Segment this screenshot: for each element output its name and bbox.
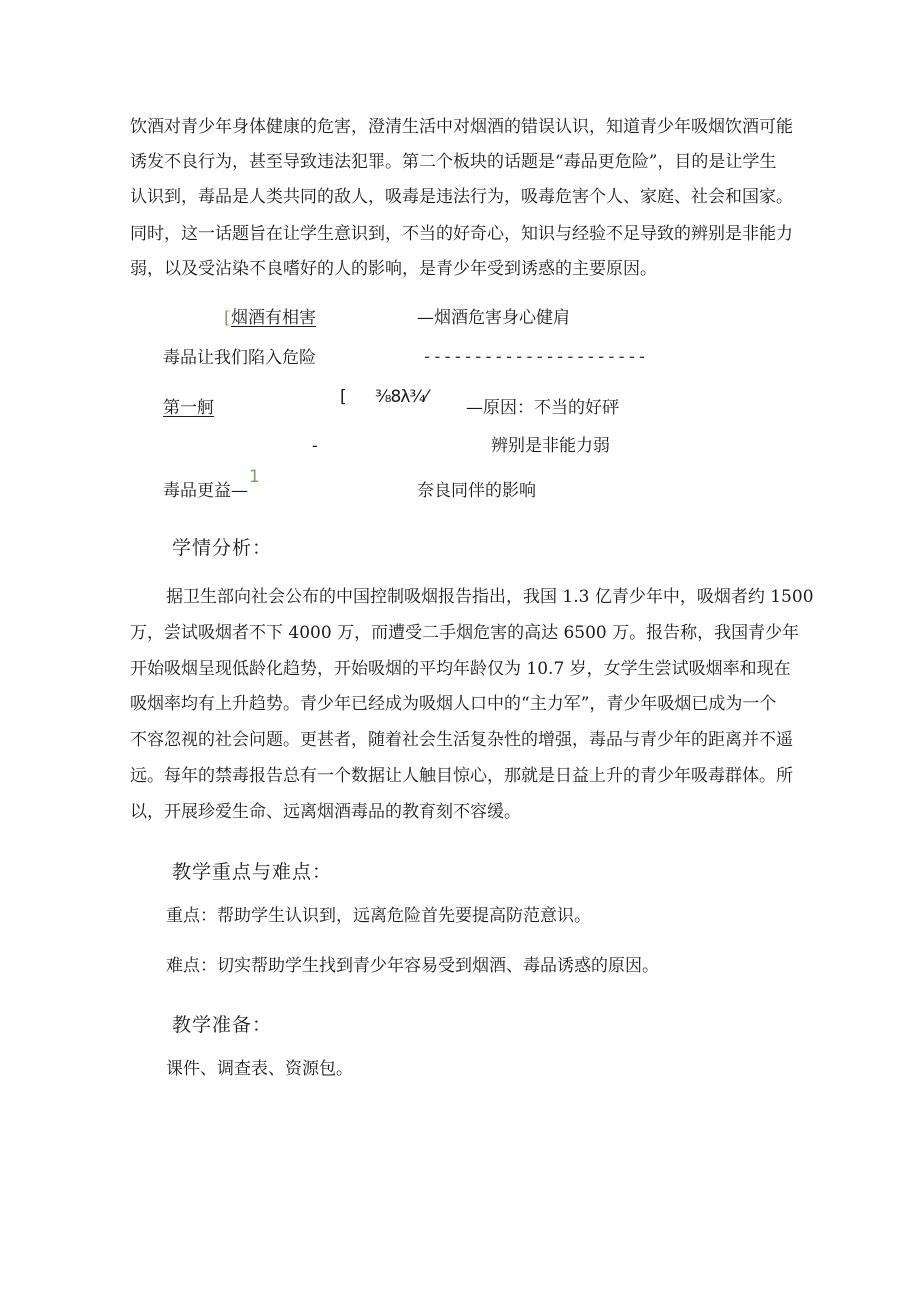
analysis-line: 开始吸烟呈现低龄化趋势，开始吸烟的平均年龄仅为 10.7 岁，女学生尝试吸烟率和现在 xyxy=(130,659,791,679)
diagram-bracket-mark: [ xyxy=(224,308,231,328)
diagram-reason-dash: — xyxy=(466,398,483,418)
analysis-line: 据卫生部向社会公布的中国控制吸烟报告指出，我国 1.3 亿青少年中，吸烟者约 1500 xyxy=(166,587,814,607)
intro-line: 同时，这一话题旨在让学生意识到，不当的好奇心，知识与经验不足导致的辨别是非能力 xyxy=(130,224,793,244)
intro-line: 认识到，毒品是人类共同的敌人，吸毒是违法行为，吸毒危害个人、家庭、社会和国家。 xyxy=(130,187,793,207)
analysis-heading: 学情分析： xyxy=(172,537,273,559)
diagram-section-label: 第一舸 xyxy=(163,398,214,418)
diagram-reason3: 奈良同伴的影响 xyxy=(417,481,536,501)
diagram-reason1: 原因：不当的好砰 xyxy=(483,398,619,418)
analysis-line: 不容忽视的社会问题。更甚者，随着社会生活复杂性的增强，毒品与青少年的距离并不遥 xyxy=(130,730,793,750)
diagram-topic1-detail: —烟酒危害身心健肩 xyxy=(417,308,570,328)
key-point: 重点：帮助学生认识到，远离危险首先要提高防范意识。 xyxy=(166,906,591,926)
analysis-line: 远。每年的禁毒报告总有一个数据让人触目惊心，那就是日益上升的青少年吸毒群体。所 xyxy=(130,766,793,786)
difficulty-point: 难点：切实帮助学生找到青少年容易受到烟酒、毒品诱惑的原因。 xyxy=(166,956,659,976)
intro-line: 诱发不良行为，甚至导致违法犯罪。第二个板块的话题是“毒品更危险”，目的是让学生 xyxy=(130,152,777,172)
diagram-topic2: 毒品更益— xyxy=(163,481,248,501)
diagram-glyph-run: ⅜8λ¾⁄ xyxy=(375,387,427,407)
analysis-line: 吸烟率均有上升趋势。青少年已经成为吸烟人口中的“主力军”，青少年吸烟已成为一个 xyxy=(130,694,777,714)
diagram-main-title: 毒品让我们陷入危险 xyxy=(163,348,316,368)
focus-heading: 教学重点与难点： xyxy=(172,861,333,883)
diagram-reason2: 辨别是非能力弱 xyxy=(491,436,610,456)
diagram-topic1: 烟酒有相害 xyxy=(231,308,316,328)
intro-line: 饮酒对青少年身体健康的危害，澄清生活中对烟酒的错误认识，知道青少年吸烟饮酒可能 xyxy=(130,117,793,137)
analysis-line: 以，开展珍爱生命、远离烟酒毒品的教育刻不容缓。 xyxy=(130,802,521,822)
intro-line: 弱，以及受沾染不良嗜好的人的影响，是青少年受到诱惑的主要原因。 xyxy=(130,259,657,279)
analysis-line: 万，尝试吸烟者不下 4000 万，而遭受二手烟危害的高达 6500 万。报告称，我国青少年 xyxy=(130,623,800,643)
diagram-small-dash: - xyxy=(312,436,318,456)
diagram-big-bracket: [ xyxy=(340,387,347,407)
prep-items: 课件、调查表、资源包。 xyxy=(166,1059,353,1079)
diagram-big-one: 1 xyxy=(249,467,260,487)
diagram-dashes: ---------------------- xyxy=(422,347,648,367)
prep-heading: 教学准备： xyxy=(172,1014,273,1036)
